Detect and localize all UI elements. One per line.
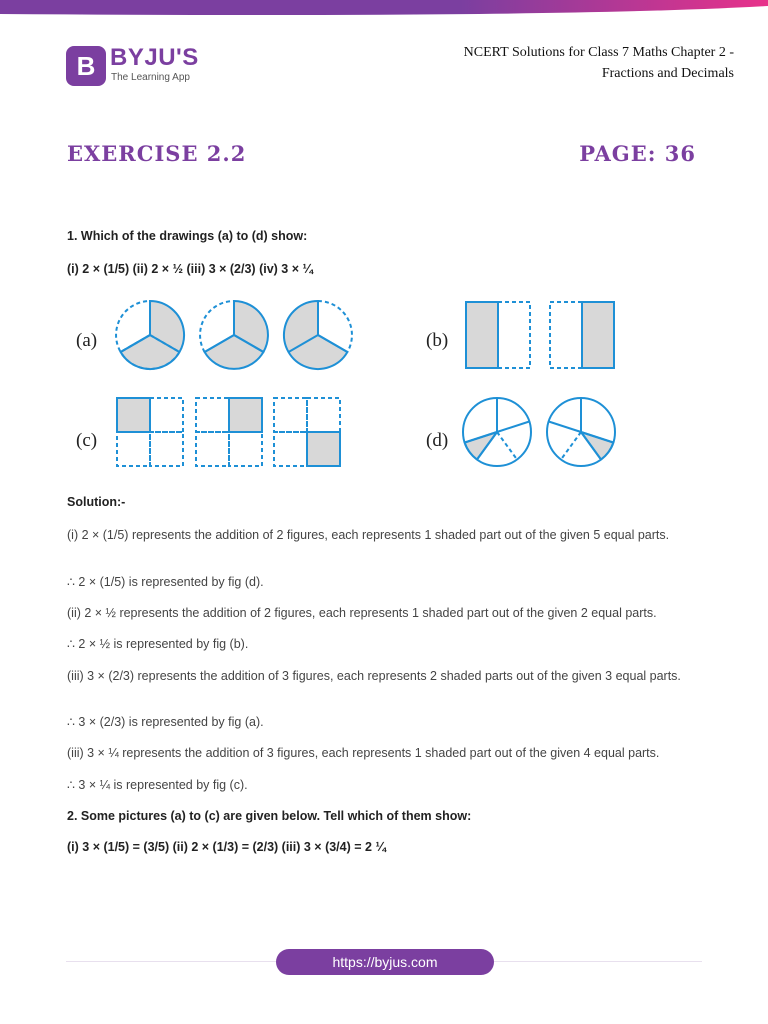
figure-a-circles [116,301,352,369]
solution-heading: Solution:- [67,495,126,509]
solution-line-3: (ii) 2 × ½ represents the addition of 2 figures, each represents 1 shaded part out of the given 2 equal parts. [67,606,657,620]
figure-label-c: (c) [76,430,98,451]
question-2-text: 2. Some pictures (a) to (c) are given below. Tell which of them show: [67,809,472,823]
figure-label-b: (b) [426,330,449,351]
solution-line-8: ∴ 3 × ¼ is represented by fig (c). [67,778,248,792]
solution-line-6: ∴ 3 × (2/3) is represented by fig (a). [67,715,264,729]
page-number-title: PAGE: 36 [579,141,696,166]
logo-mark-icon: B [66,46,106,86]
figure-c-squares [117,398,340,466]
fraction-figures [60,290,720,475]
logo-tagline: The Learning App [111,72,190,83]
document-title-line2: Fractions and Decimals [601,66,734,81]
question-2-parts: (i) 3 × (1/5) = (3/5) (ii) 2 × (1/3) = (2/3) (iii) 3 × (3/4) = 2 ¼ [67,840,386,854]
footer-url-link[interactable]: https://byjus.com [276,949,494,975]
solution-line-5: (iii) 3 × (2/3) represents the addition of 3 figures, each represents 2 shaded parts out of the given 3 equal parts. [67,669,681,683]
solution-line-4: ∴ 2 × ½ is represented by fig (b). [67,637,249,651]
byjus-logo [66,44,206,88]
figure-d-circles [463,398,615,466]
solution-line-2: ∴ 2 × (1/5) is represented by fig (d). [67,575,264,589]
solution-line-1: (i) 2 × (1/5) represents the addition of 2 figures, each represents 1 shaded part out of the given 5 equal parts. [67,528,670,542]
document-title-line1: NCERT Solutions for Class 7 Maths Chapter 2 - [463,45,734,60]
figure-b-rectangles [466,302,614,368]
document-title [374,42,734,84]
figure-label-d: (d) [426,430,449,451]
exercise-title: EXERCISE 2.2 [67,141,247,166]
question-1-text: 1. Which of the drawings (a) to (d) show: [67,229,308,243]
logo-name: BYJU'S [110,44,199,71]
top-gradient-bar [0,0,768,20]
solution-line-7: (iii) 3 × ¼ represents the addition of 3 figures, each represents 1 shaded part out of the given 4 equal parts. [67,746,660,760]
figure-label-a: (a) [76,330,98,351]
question-1-parts: (i) 2 × (1/5) (ii) 2 × ½ (iii) 3 × (2/3) (iv) 3 × ¼ [67,262,313,276]
